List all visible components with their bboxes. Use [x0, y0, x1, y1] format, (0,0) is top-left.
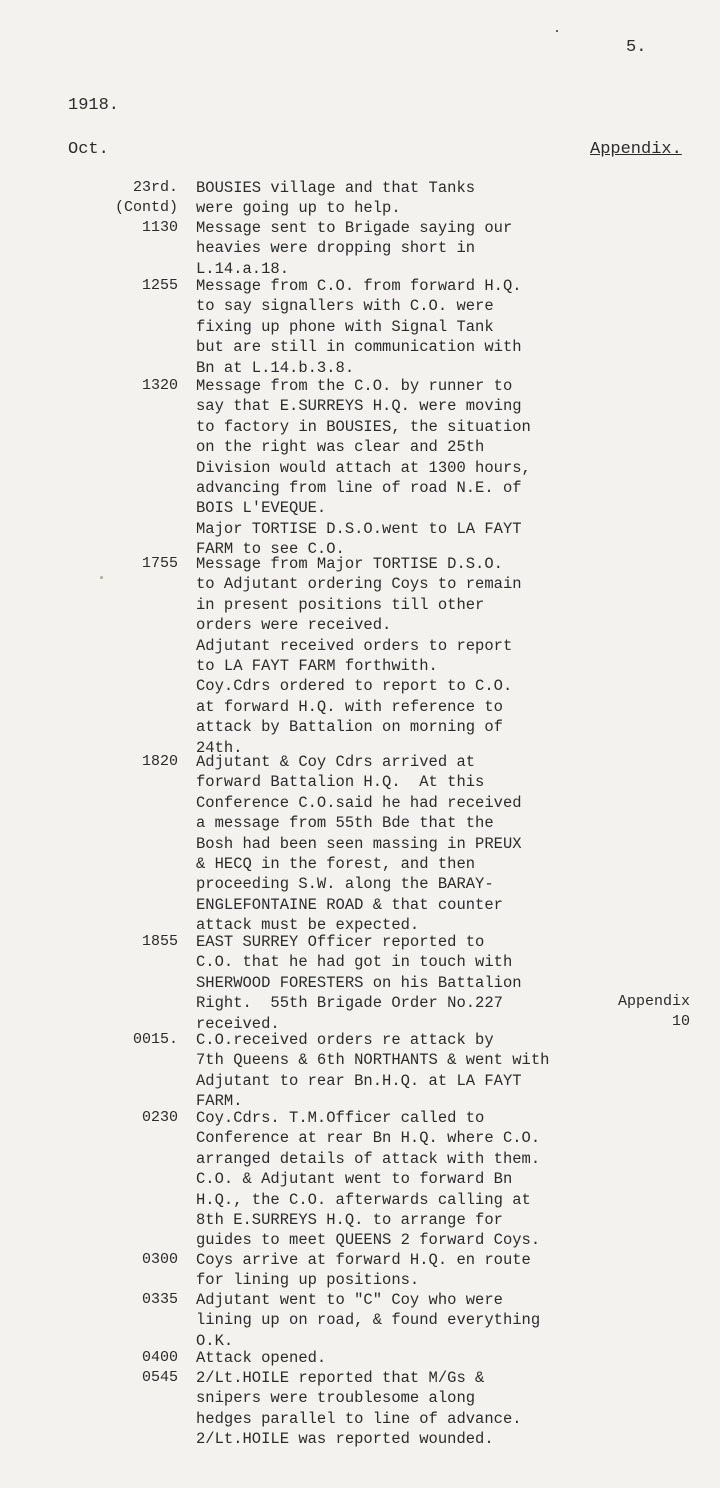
entry-text: [196, 1030, 656, 1112]
entry-time: 0545: [141, 1369, 178, 1386]
entry-line: Message sent to Brigade saying our: [196, 219, 513, 237]
entry-line: were going up to help.: [196, 199, 401, 218]
entry-line: SHERWOOD FORESTERS on his Battalion: [196, 973, 522, 992]
entry-line: Message from Major TORTISE D.S.O.: [196, 555, 503, 573]
paper-blemish: [100, 576, 103, 579]
entry-line: but are still in communication with: [196, 338, 522, 357]
entry-line: 7th Queens & 6th NORTHANTS & went with: [196, 1051, 550, 1070]
entry-line: received.: [196, 1014, 280, 1033]
appendix-reference-line: 10: [672, 1013, 691, 1031]
entry-line: Adjutant went to "C" Coy who were: [196, 1291, 503, 1309]
entry-line: Conference at rear Bn H.Q. where C.O.: [196, 1129, 541, 1148]
entry-time: 0335: [141, 1291, 178, 1308]
entry-text: [196, 932, 656, 1034]
entry-line: guides to meet QUEENS 2 forward Coys.: [196, 1231, 541, 1250]
entry-line: Conference C.O.said he had received: [196, 793, 522, 812]
entry-line: FARM.: [196, 1092, 243, 1111]
entry-line: H.Q., the C.O. afterwards calling at: [196, 1190, 531, 1209]
entry-line: to Adjutant ordering Coys to remain: [196, 575, 522, 594]
entry-line: Adjutant received orders to report: [196, 636, 513, 655]
entry-text: [196, 752, 656, 936]
entry-line: Adjutant & Coy Cdrs arrived at: [196, 753, 476, 771]
entry-line: 2/Lt.HOILE reported that M/Gs &: [196, 1369, 485, 1387]
entry-time: 0230: [141, 1109, 178, 1126]
entry-time: 1320: [141, 377, 178, 394]
entry-line: Coys arrive at forward H.Q. en route: [196, 1251, 531, 1269]
entry-line: to LA FAYT FARM forthwith.: [196, 657, 438, 676]
entry-line: ENGLEFONTAINE ROAD & that counter: [196, 895, 503, 914]
entry-time: 1130: [141, 219, 178, 236]
entry-line: advancing from line of road N.E. of: [196, 479, 522, 498]
entry-line: L.14.a.18.: [196, 259, 290, 278]
entry-text: [196, 1250, 656, 1291]
entry-time: 1755: [141, 555, 178, 572]
ink-speck: [556, 30, 558, 32]
entry-line: Division would attach at 1300 hours,: [196, 458, 531, 477]
entry-line: hedges parallel to line of advance.: [196, 1409, 522, 1428]
entry-line: lining up on road, & found everything: [196, 1311, 541, 1330]
entry-line: C.O. that he had got in touch with: [196, 953, 513, 972]
entry-line: orders were received.: [196, 616, 392, 635]
entry-line: BOIS L'EVEQUE.: [196, 499, 327, 518]
entry-line: say that E.SURREYS H.Q. were moving: [196, 397, 522, 416]
entry-text: [196, 1348, 656, 1368]
entry-line: attack must be expected.: [196, 916, 420, 935]
entry-text: [196, 1108, 656, 1251]
entry-line: Attack opened.: [196, 1349, 327, 1367]
entry-line: & HECQ in the forest, and then: [196, 855, 476, 874]
entry-line: Bosh had been seen massing in PREUX: [196, 834, 522, 853]
entry-line: snipers were troublesome along: [196, 1389, 476, 1408]
entry-line: to say signallers with C.O. were: [196, 297, 494, 316]
entry-time: 0300: [141, 1251, 178, 1268]
entry-text: [196, 178, 656, 219]
entry-line: at forward H.Q. with reference to: [196, 697, 503, 716]
entry-line: a message from 55th Bde that the: [196, 814, 494, 833]
entry-line: Message from C.O. from forward H.Q.: [196, 277, 522, 295]
entry-line: BOUSIES village and that Tanks: [196, 179, 476, 197]
entry-time: 1255: [141, 277, 178, 294]
entry-line: EAST SURREY Officer reported to: [196, 933, 485, 951]
entry-time: 23rd. (Contd): [114, 179, 178, 217]
entry-line: Coy.Cdrs ordered to report to C.O.: [196, 677, 513, 696]
entry-time: 0400: [141, 1349, 178, 1366]
appendix-reference-line: Appendix: [618, 993, 691, 1010]
month-heading: Oct.: [68, 140, 109, 159]
entry-line: forward Battalion H.Q. At this: [196, 773, 485, 792]
entry-line: 8th E.SURREYS H.Q. to arrange for: [196, 1211, 503, 1230]
entry-line: Message from the C.O. by runner to: [196, 377, 513, 395]
entry-line: Coy.Cdrs. T.M.Officer called to: [196, 1109, 485, 1127]
entry-line: in present positions till other: [196, 595, 485, 614]
entry-line: proceeding S.W. along the BARAY-: [196, 875, 494, 894]
page-number: 5.: [626, 38, 647, 57]
entry-line: Right. 55th Brigade Order No.227: [196, 994, 503, 1013]
entry-line: arranged details of attack with them.: [196, 1149, 541, 1168]
entry-line: attack by Battalion on morning of: [196, 718, 503, 737]
entry-line: for lining up positions.: [196, 1271, 420, 1290]
appendix-reference: [618, 992, 690, 1033]
entry-line: fixing up phone with Signal Tank: [196, 317, 494, 336]
entry-time: 0015.: [132, 1031, 178, 1048]
appendix-column-heading: Appendix.: [590, 140, 682, 159]
entry-text: [196, 218, 656, 279]
entry-line: O.K.: [196, 1331, 234, 1350]
entry-line: heavies were dropping short in: [196, 239, 476, 258]
entry-time: 1820: [141, 753, 178, 770]
entry-text: [196, 1368, 656, 1450]
entry-line: FARM to see C.O.: [196, 540, 345, 559]
entry-text: [196, 554, 656, 758]
entry-text: [196, 276, 656, 378]
entry-line: on the right was clear and 25th: [196, 438, 485, 457]
entry-line: Adjutant to rear Bn.H.Q. at LA FAYT: [196, 1071, 522, 1090]
entry-line: Bn at L.14.b.3.8.: [196, 358, 355, 377]
entry-line: C.O. & Adjutant went to forward Bn: [196, 1170, 513, 1189]
entry-line: 24th.: [196, 738, 243, 757]
entry-text: [196, 376, 656, 560]
entry-line: to factory in BOUSIES, the situation: [196, 417, 531, 436]
entry-time: 1855: [141, 933, 178, 950]
entry-line: C.O.received orders re attack by: [196, 1031, 494, 1049]
entry-text: [196, 1290, 656, 1351]
entry-line: 2/Lt.HOILE was reported wounded.: [196, 1430, 494, 1449]
year-heading: 1918.: [68, 96, 120, 115]
entry-line: Major TORTISE D.S.O.went to LA FAYT: [196, 519, 522, 538]
